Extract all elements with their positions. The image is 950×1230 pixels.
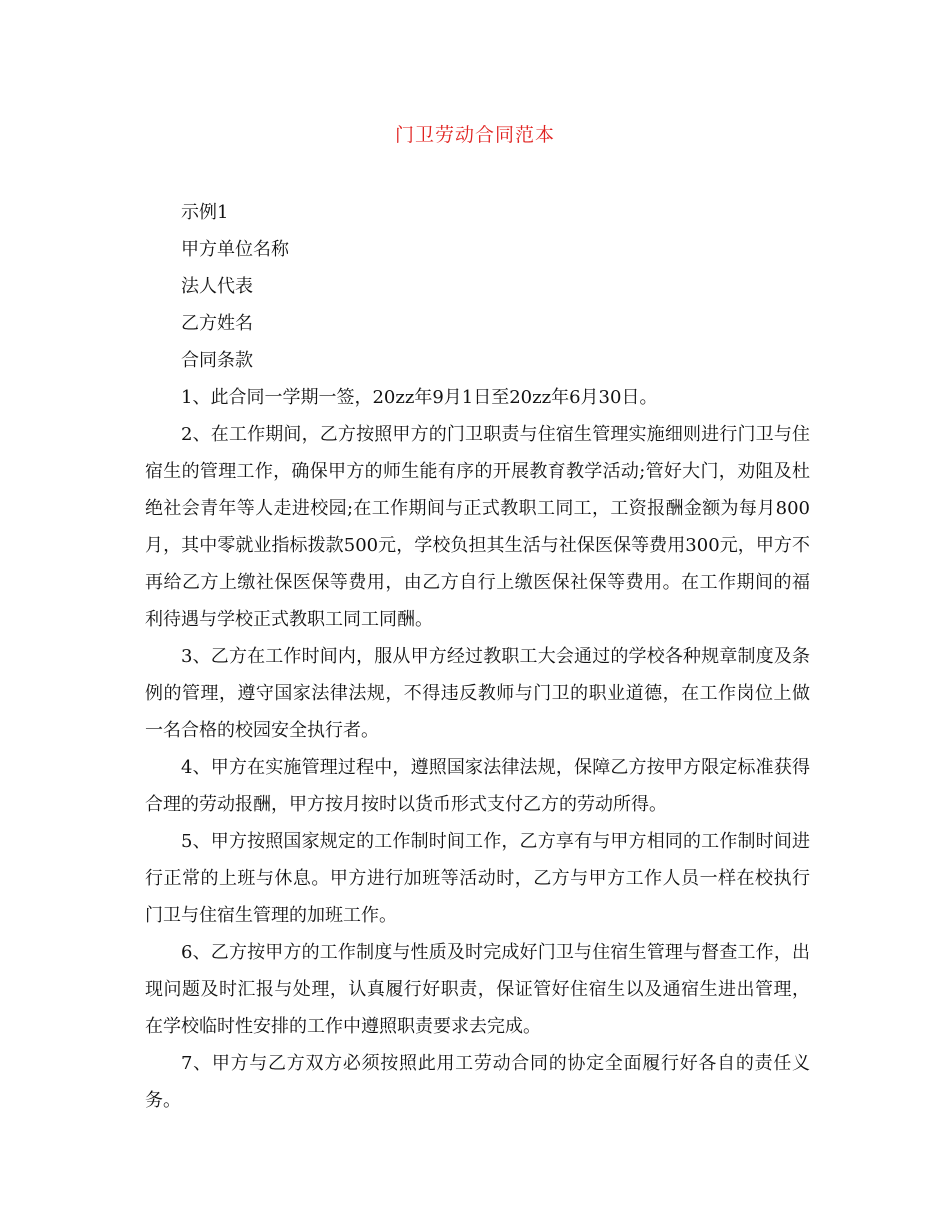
- clause-4: 4、甲方在实施管理过程中，遵照国家法律法规，保障乙方按甲方限定标准获得合理的劳动报酬，甲方按月按时以货币形式支付乙方的劳动所得。: [145, 757, 810, 815]
- clause-6: 6、乙方按甲方的工作制度与性质及时完成好门卫与住宿生管理与督查工作，出现问题及时汇报与处理，认真履行好职责，保证管好住宿生以及通宿生进出管理，在学校临时性安排的工作中遵照职责要求去完成。: [145, 942, 810, 1037]
- document-body: [145, 194, 810, 1119]
- clause-7: 7、甲方与乙方双方必须按照此用工劳动合同的协定全面履行好各自的责任义务。: [145, 1053, 810, 1111]
- example-label: 示例1: [181, 202, 229, 223]
- party-a-unit-name-label: 甲方单位名称: [181, 239, 289, 260]
- legal-representative-label: 法人代表: [181, 276, 253, 297]
- clause-1: 1、此合同一学期一签，20zz年9月1日至20zz年6月30日。: [181, 387, 658, 408]
- clause-5: 5、甲方按照国家规定的工作制时间工作，乙方享有与甲方相同的工作制时间进行正常的上班与休息。甲方进行加班等活动时，乙方与甲方工作人员一样在校执行门卫与住宿生管理的加班工作。: [145, 831, 810, 926]
- clause-3: 3、乙方在工作时间内，服从甲方经过教职工大会通过的学校各种规章制度及条例的管理，遵守国家法律法规，不得违反教师与门卫的职业道德，在工作岗位上做一名合格的校园安全执行者。: [145, 646, 810, 741]
- document-title: 门卫劳动合同范本: [394, 124, 555, 146]
- contract-terms-heading: 合同条款: [181, 350, 253, 371]
- clause-2: 2、在工作期间，乙方按照甲方的门卫职责与住宿生管理实施细则进行门卫与住宿生的管理工作，确保甲方的师生能有序的开展教育教学活动;管好大门，劝阻及杜绝社会青年等人走进校园;在工作期间与正式教职工同工，工资报酬金额为每月800月，其中零就业指标拨款500元，学校负担其生活与社保医保等费用300元，甲方不再给乙方上缴社保医保等费用，由乙方自行上缴医保社保等费用。在工作期间的福利待遇与学校正式教职工同工同酬。: [145, 424, 810, 630]
- party-b-name-label: 乙方姓名: [181, 313, 253, 334]
